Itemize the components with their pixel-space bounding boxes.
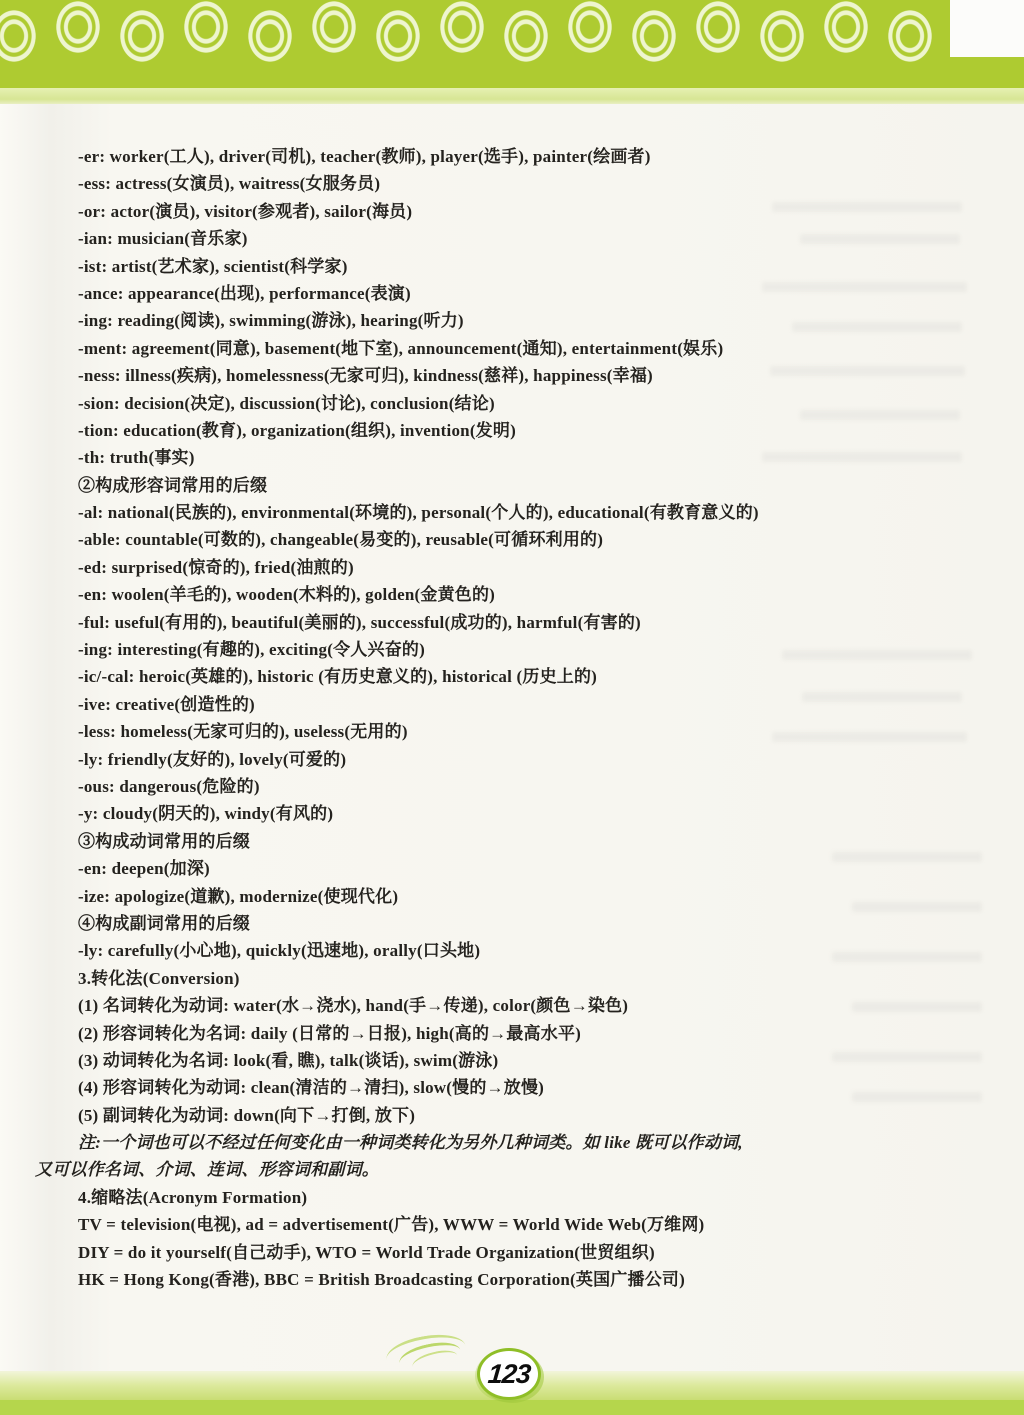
text-line: -th: truth(事实) — [78, 448, 195, 468]
text-line: -ize: apologize(道歉), modernize(使现代化) — [78, 886, 399, 906]
text-line: -ic/-cal: heroic(英雄的), historic (有历史意义的), historical (历史上的) — [78, 667, 598, 687]
text-line: (4) 形容词转化为动词: clean(清洁的→清扫), slow(慢的→放慢) — [78, 1078, 545, 1098]
text-line: -en: deepen(加深) — [78, 859, 210, 879]
page-number: 123 — [486, 1358, 532, 1389]
text-line: -y: cloudy(阴天的), windy(有风的) — [78, 804, 334, 824]
text-line: -ly: carefully(小心地), quickly(迅速地), orally(口头地) — [78, 941, 481, 961]
text-content — [35, 143, 1000, 1293]
text-line: -en: woolen(羊毛的), wooden(木料的), golden(金黄色的) — [78, 585, 496, 605]
text-line: 又可以作名词、介词、连词、形容词和副词。 — [35, 1160, 379, 1180]
text-line: -ess: actress(女演员), waitress(女服务员) — [78, 174, 381, 194]
text-line: ③构成动词常用的后缀 — [78, 831, 250, 851]
text-line: -ing: interesting(有趣的), exciting(令人兴奋的) — [78, 640, 425, 660]
text-line: (1) 名词转化为动词: water(水→浇水), hand(手→传递), color(颜色→染色) — [78, 996, 629, 1016]
text-line: ④构成副词常用的后缀 — [78, 913, 250, 933]
text-line: -ian: musician(音乐家) — [78, 229, 248, 249]
text-line: -ing: reading(阅读), swimming(游泳), hearing(听力) — [78, 311, 464, 331]
text-line: 4.缩略法(Acronym Formation) — [78, 1187, 308, 1207]
text-line: -able: countable(可数的), changeable(易变的), reusable(可循环利用的) — [78, 530, 604, 550]
text-line: -ive: creative(创造性的) — [78, 694, 255, 714]
text-line: -ly: friendly(友好的), lovely(可爱的) — [78, 749, 347, 769]
text-line: -less: homeless(无家可归的), useless(无用的) — [78, 722, 408, 742]
text-line: (5) 副词转化为动词: down(向下→打倒, 放下) — [78, 1105, 416, 1125]
top-band-underline-strip — [0, 88, 1024, 104]
top-right-corner-notch — [950, 0, 1024, 57]
text-line: -ous: dangerous(危险的) — [78, 776, 260, 796]
text-line: -ance: appearance(出现), performance(表演) — [78, 283, 411, 303]
page-number-badge — [477, 1348, 541, 1400]
text-line: (3) 动词转化为名词: look(看, 瞧), talk(谈话), swim(游泳) — [78, 1050, 499, 1070]
text-line: (2) 形容词转化为名词: daily (日常的→日报), high(高的→最高水平) — [78, 1023, 582, 1043]
text-line: -ment: agreement(同意), basement(地下室), announcement(通知), entertainment(娱乐) — [78, 338, 724, 358]
text-line: TV = television(电视), ad = advertisement(广告), WWW = World Wide Web(万维网) — [78, 1215, 705, 1235]
text-line: DIY = do it yourself(自己动手), WTO = World Trade Organization(世贸组织) — [78, 1242, 655, 1262]
text-line: -tion: education(教育), organization(组织), invention(发明) — [78, 420, 516, 440]
text-line: -al: national(民族的), environmental(环境的), personal(个人的), educational(有教育意义的) — [78, 503, 759, 523]
text-line: -er: worker(工人), driver(司机), teacher(教师), player(选手), painter(绘画者) — [78, 147, 651, 166]
text-line: -or: actor(演员), visitor(参观者), sailor(海员) — [78, 201, 413, 221]
top-circle-pattern-band — [0, 0, 1024, 88]
text-line: 3.转化法(Conversion) — [78, 968, 240, 988]
text-line: -sion: decision(决定), discussion(讨论), conclusion(结论) — [78, 393, 495, 413]
text-line: -ist: artist(艺术家), scientist(科学家) — [78, 256, 348, 276]
text-line: ②构成形容词常用的后缀 — [78, 475, 268, 495]
text-line: HK = Hong Kong(香港), BBC = British Broadcasting Corporation(英国广播公司) — [78, 1270, 685, 1290]
text-line: 注:一个词也可以不经过任何变化由一种词类转化为另外几种词类。如 like 既可以作动词, — [78, 1133, 743, 1153]
text-line: -ed: surprised(惊奇的), fried(油煎的) — [78, 557, 354, 577]
text-line: -ful: useful(有用的), beautiful(美丽的), successful(成功的), harmful(有害的) — [78, 612, 641, 632]
bottom-band-dark — [0, 1400, 1024, 1415]
text-line: -ness: illness(疾病), homelessness(无家可归), kindness(慈祥), happiness(幸福) — [78, 366, 653, 386]
